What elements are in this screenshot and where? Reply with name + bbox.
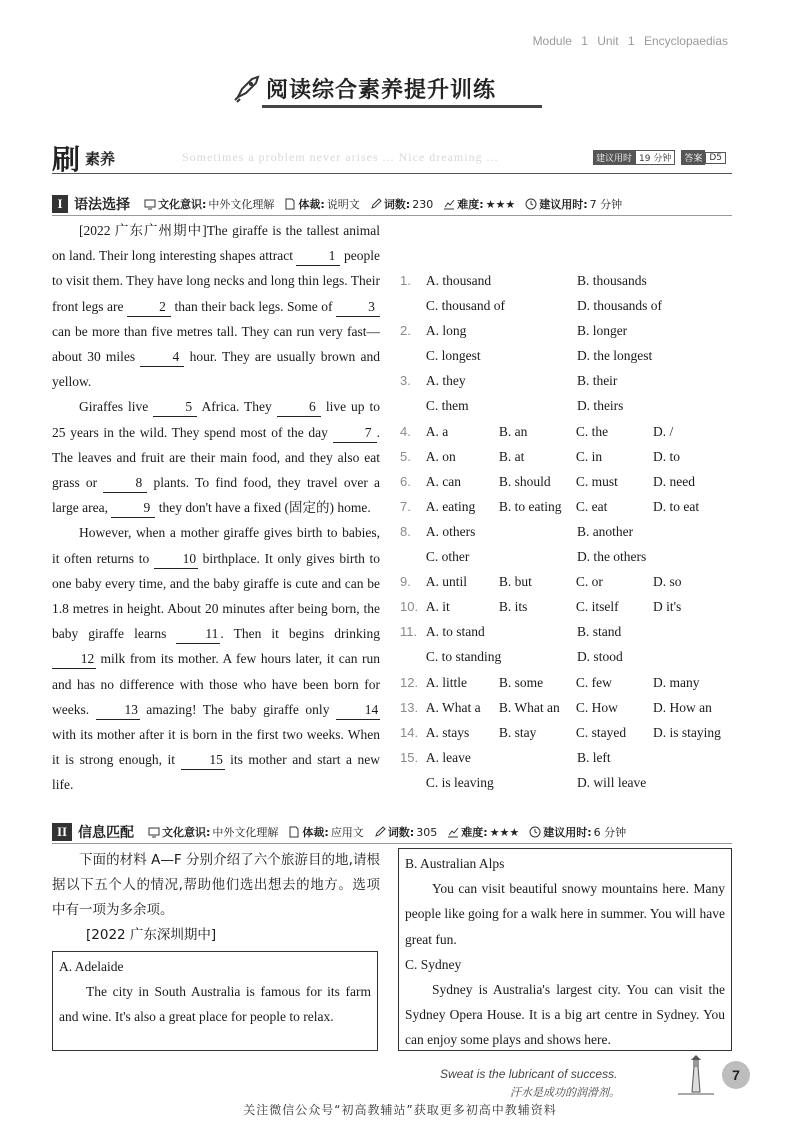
genre-value: 说明文 bbox=[326, 198, 360, 211]
question-5-option[interactable]: D. to bbox=[652, 448, 680, 464]
passage-paragraph-1 bbox=[52, 218, 380, 394]
difficulty-meta bbox=[443, 196, 515, 212]
section1-rule bbox=[52, 215, 732, 216]
question-6-option[interactable]: C. must bbox=[575, 473, 618, 489]
time-meta bbox=[525, 196, 622, 212]
question-number: 7. bbox=[400, 498, 411, 514]
genre-meta bbox=[284, 196, 359, 212]
question-15-line bbox=[400, 770, 732, 795]
blank-1[interactable]: 1 bbox=[296, 247, 340, 266]
section2-instructions: 下面的材料 A—F 分别介绍了六个旅游目的地,请根据以下五个人的情况,帮助他们选出想去的地方。选项中有一项为多余项。 bbox=[52, 852, 380, 918]
question-number: 6. bbox=[400, 473, 411, 489]
question-8-option[interactable]: D. the others bbox=[576, 549, 647, 565]
passage-text: they don't have a fixed (固定的) home. bbox=[158, 500, 371, 516]
difficulty-label: 难度: bbox=[457, 198, 484, 211]
difficulty-stars: ★★★ bbox=[489, 825, 520, 839]
option-box-bc bbox=[398, 848, 732, 1051]
clock-icon bbox=[529, 826, 541, 838]
suggested-time-label: 建议用时 bbox=[593, 150, 635, 165]
question-8-option[interactable]: A. others bbox=[425, 523, 476, 539]
question-number bbox=[400, 293, 422, 318]
banner-meta bbox=[593, 150, 732, 165]
document-icon bbox=[288, 826, 300, 838]
rocket-icon bbox=[232, 73, 262, 103]
option-b-title: B. Australian Alps bbox=[405, 856, 505, 871]
question-2-option[interactable]: B. longer bbox=[576, 323, 628, 339]
question-number: 10. bbox=[400, 599, 419, 615]
question-9-option[interactable]: C. or bbox=[575, 574, 603, 590]
question-7-option[interactable]: B. to eating bbox=[498, 498, 562, 514]
question-4-line bbox=[400, 419, 732, 444]
culture-meta bbox=[144, 196, 274, 212]
blank-7[interactable]: 7 bbox=[333, 424, 377, 443]
words-value: 230 bbox=[412, 197, 434, 211]
chart-icon bbox=[443, 198, 455, 210]
motto-english: Sweat is the lubricant of success. bbox=[440, 1067, 618, 1081]
page-title-text: 阅读综合素养提升训练 bbox=[266, 77, 497, 103]
question-2-line bbox=[400, 343, 732, 368]
question-5-line bbox=[400, 444, 732, 469]
question-8-option[interactable]: C. other bbox=[425, 549, 470, 565]
section2-title: 信息匹配 bbox=[78, 825, 134, 841]
words-label: 词数: bbox=[387, 826, 415, 839]
question-4-option[interactable]: D. / bbox=[652, 423, 674, 439]
question-number: 2. bbox=[400, 323, 411, 339]
question-5-option[interactable]: B. at bbox=[498, 448, 525, 464]
suyang-label: 素养 bbox=[85, 150, 116, 168]
blank-5[interactable]: 5 bbox=[153, 398, 197, 417]
question-12-option[interactable]: B. some bbox=[498, 674, 544, 690]
question-15-option[interactable]: C. is leaving bbox=[425, 774, 494, 790]
section1-header bbox=[52, 194, 732, 214]
question-12-option[interactable]: D. many bbox=[652, 674, 700, 690]
words-value: 305 bbox=[416, 825, 438, 839]
blank-12[interactable]: 12 bbox=[52, 650, 96, 669]
question-1-line bbox=[400, 268, 732, 293]
passage-text: people to visit them. They have long necks and long thin legs. Their front legs are bbox=[52, 248, 381, 314]
question-14-line bbox=[400, 720, 732, 745]
option-box-a bbox=[52, 951, 378, 1051]
question-14-option[interactable]: B. stay bbox=[498, 724, 537, 740]
pencil-icon bbox=[370, 198, 382, 210]
question-number bbox=[400, 343, 422, 368]
question-8-option[interactable]: B. another bbox=[576, 523, 634, 539]
genre-value: 应用文 bbox=[330, 826, 364, 839]
question-11-option[interactable]: C. to standing bbox=[425, 649, 502, 665]
page-number: 7 bbox=[722, 1061, 750, 1089]
question-9-option[interactable]: D. so bbox=[652, 574, 682, 590]
words-label: 词数: bbox=[383, 198, 411, 211]
option-c-text: Sydney is Australia's largest city. You can visit the Sydney Opera House. It is a big art centre in Sydney. You can enjoy some plays and shows here. bbox=[405, 982, 725, 1048]
question-6-line bbox=[400, 469, 732, 494]
question-number: 1. bbox=[400, 273, 411, 288]
passage-text: birthplace. It only gives birth to one baby every time, and the baby giraffe is cute and can be 1.8 metres in height. About 20 minutes after being born, the baby giraffe learns bbox=[52, 550, 381, 642]
question-3-option[interactable]: A. they bbox=[425, 373, 466, 389]
time-meta-2 bbox=[529, 824, 626, 840]
question-10-option[interactable]: B. its bbox=[498, 599, 528, 615]
passage-text: hour. They are usually brown and yellow. bbox=[52, 349, 381, 390]
module-header: Module 1 Unit 1 Encyclopaedias bbox=[532, 34, 728, 48]
shua-label: 刷 bbox=[52, 143, 81, 176]
question-number: 8. bbox=[400, 523, 411, 539]
question-7-option[interactable]: D. to eat bbox=[652, 498, 700, 514]
question-3-line bbox=[400, 393, 732, 418]
question-11-line bbox=[400, 619, 732, 644]
question-1-option[interactable]: A. thousand bbox=[425, 273, 492, 288]
question-5-option[interactable]: C. in bbox=[575, 448, 603, 464]
question-11-line bbox=[400, 644, 732, 669]
page-title bbox=[232, 70, 542, 106]
blank-15[interactable]: 15 bbox=[181, 751, 225, 770]
section1-title: 语法选择 bbox=[74, 197, 130, 213]
option-b-text: You can visit beautiful snowy mountains here. Many people like going for a walk here in summer. You will have great fun. bbox=[405, 881, 725, 947]
passage-text: plants. To find food, they travel over a large area, bbox=[52, 475, 381, 516]
suggested-time-value: 19 分钟 bbox=[635, 150, 675, 165]
question-15-option[interactable]: A. leave bbox=[425, 749, 471, 765]
section2-source: [2022 广东深圳期中] bbox=[86, 927, 217, 943]
chart-icon bbox=[447, 826, 459, 838]
question-15-line bbox=[400, 745, 732, 770]
question-12-option[interactable]: A. little bbox=[425, 674, 467, 690]
question-3-option[interactable]: B. their bbox=[576, 373, 618, 389]
question-number: 13. bbox=[400, 699, 419, 715]
answer-page: D5 bbox=[705, 152, 726, 164]
question-14-option[interactable]: D. is staying bbox=[652, 724, 721, 740]
passage-paragraph-2 bbox=[52, 394, 380, 520]
question-number: 5. bbox=[400, 448, 411, 464]
question-4-option[interactable]: C. the bbox=[575, 423, 609, 439]
document-icon bbox=[284, 198, 296, 210]
question-9-line bbox=[400, 569, 732, 594]
section2-number: II bbox=[52, 823, 72, 841]
lighthouse-icon bbox=[676, 1052, 716, 1096]
question-10-option[interactable]: C. itself bbox=[575, 599, 619, 615]
genre-label: 体裁: bbox=[302, 826, 329, 839]
passage-text: Giraffes live bbox=[79, 399, 149, 415]
question-number: 11. bbox=[400, 624, 418, 640]
question-number: 12. bbox=[400, 674, 419, 690]
question-4-option[interactable]: A. a bbox=[425, 423, 449, 439]
culture-meta-2 bbox=[148, 824, 278, 840]
question-number: 14. bbox=[400, 724, 419, 740]
genre-meta-2 bbox=[288, 824, 363, 840]
question-10-option[interactable]: D it's bbox=[652, 599, 682, 615]
question-10-option[interactable]: A. it bbox=[425, 599, 450, 615]
question-8-line bbox=[400, 519, 732, 544]
question-9-option[interactable]: B. but bbox=[498, 574, 532, 590]
question-13-line bbox=[400, 695, 732, 720]
option-a-title: A. Adelaide bbox=[59, 959, 124, 974]
question-number bbox=[400, 393, 422, 418]
blank-14[interactable]: 14 bbox=[336, 701, 380, 720]
blank-6[interactable]: 6 bbox=[277, 398, 321, 417]
time-label: 建议用时: bbox=[543, 826, 592, 839]
question-11-option[interactable]: D. stood bbox=[576, 649, 623, 665]
question-14-option[interactable]: C. stayed bbox=[575, 724, 627, 740]
question-number bbox=[400, 544, 422, 569]
question-13-option[interactable]: A. What a bbox=[425, 699, 481, 715]
passage-text: . The leaves and fruit are their main food, and they also eat grass or bbox=[52, 424, 381, 491]
question-6-option[interactable]: A. can bbox=[425, 473, 461, 489]
question-3-line bbox=[400, 368, 732, 393]
faded-background-text: Sometimes a problem never arises ... Nice dreaming ... bbox=[182, 150, 499, 164]
question-number: 15. bbox=[400, 749, 419, 765]
question-3-option[interactable]: D. theirs bbox=[576, 398, 624, 414]
monitor-icon bbox=[148, 826, 160, 838]
question-7-option[interactable]: A. eating bbox=[425, 498, 476, 514]
question-7-option[interactable]: C. eat bbox=[575, 498, 608, 514]
difficulty-meta-2 bbox=[447, 824, 519, 840]
question-14-option[interactable]: A. stays bbox=[425, 724, 470, 740]
blank-4[interactable]: 4 bbox=[140, 348, 184, 367]
blank-2[interactable]: 2 bbox=[127, 298, 171, 317]
culture-value: 中外文化理解 bbox=[208, 198, 275, 211]
genre-label: 体裁: bbox=[298, 198, 325, 211]
question-6-option[interactable]: B. should bbox=[498, 473, 551, 489]
section2-header bbox=[52, 822, 732, 842]
section2-rule bbox=[52, 843, 732, 844]
blank-8[interactable]: 8 bbox=[103, 474, 147, 493]
time-value: 7 分钟 bbox=[589, 198, 623, 211]
option-c-title: C. Sydney bbox=[405, 956, 462, 972]
passage-text: with its mother after it is born in the first two weeks. When it is strong enough, it bbox=[52, 727, 380, 768]
question-1-option[interactable]: D. thousands of bbox=[576, 298, 663, 314]
question-number: 4. bbox=[400, 423, 411, 439]
answer-label: 答案 bbox=[681, 150, 705, 165]
difficulty-stars: ★★★ bbox=[485, 197, 516, 211]
suyang-banner bbox=[52, 138, 732, 174]
question-2-option[interactable]: D. the longest bbox=[576, 348, 653, 364]
question-13-option[interactable]: C. How bbox=[575, 699, 618, 715]
section1-number: I bbox=[52, 195, 68, 213]
blank-9[interactable]: 9 bbox=[111, 499, 155, 518]
question-list bbox=[400, 268, 732, 795]
question-9-option[interactable]: A. until bbox=[425, 574, 467, 590]
time-label: 建议用时: bbox=[539, 198, 588, 211]
question-12-line bbox=[400, 670, 732, 695]
question-4-option[interactable]: B. an bbox=[498, 423, 528, 439]
words-meta-2 bbox=[374, 824, 437, 840]
question-3-option[interactable]: C. them bbox=[425, 398, 469, 414]
passage-text: its mother and start a new life. bbox=[52, 752, 381, 793]
passage-text: than their back legs. Some of bbox=[174, 298, 333, 314]
blank-11[interactable]: 11 bbox=[176, 625, 220, 644]
difficulty-label: 难度: bbox=[461, 826, 488, 839]
question-6-option[interactable]: D. need bbox=[652, 473, 695, 489]
question-7-line bbox=[400, 494, 732, 519]
culture-label: 文化意识: bbox=[158, 198, 207, 211]
question-11-option[interactable]: A. to stand bbox=[425, 624, 485, 640]
bottom-promo-note: 关注微信公众号“初高教辅站”获取更多初高中教辅资料 bbox=[243, 1103, 557, 1117]
blank-3[interactable]: 3 bbox=[336, 298, 380, 317]
question-5-option[interactable]: A. on bbox=[425, 448, 456, 464]
passage-text: amazing! The baby giraffe only bbox=[146, 701, 330, 717]
time-value: 6 分钟 bbox=[593, 826, 627, 839]
words-meta bbox=[370, 196, 433, 212]
culture-label: 文化意识: bbox=[162, 826, 211, 839]
passage-text: The giraffe is the tallest animal on land. Their long interesting shapes attract bbox=[52, 223, 380, 264]
question-11-option[interactable]: B. stand bbox=[576, 624, 622, 640]
question-13-option[interactable]: D. How an bbox=[652, 699, 712, 715]
question-1-line bbox=[400, 293, 732, 318]
blank-13[interactable]: 13 bbox=[96, 701, 140, 720]
passage-paragraph-3 bbox=[52, 520, 380, 797]
question-13-option[interactable]: B. What an bbox=[498, 699, 560, 715]
question-2-line bbox=[400, 318, 732, 343]
question-number bbox=[400, 770, 422, 795]
question-number: 3. bbox=[400, 373, 411, 389]
question-15-option[interactable]: D. will leave bbox=[576, 774, 647, 790]
question-8-line bbox=[400, 544, 732, 569]
question-1-option[interactable]: B. thousands bbox=[576, 273, 647, 288]
passage-text: . Then it begins drinking bbox=[220, 626, 380, 642]
culture-value: 中外文化理解 bbox=[212, 826, 279, 839]
passage-text: live up to 25 years in the wild. They spend most of the day bbox=[52, 399, 381, 440]
passage-text: milk from its mother. A few hours later, it can run and has no difference with those who have been born for weeks. bbox=[52, 651, 380, 717]
motto-chinese: 汗水是成功的润滑剂。 bbox=[510, 1086, 620, 1099]
option-a-text: The city in South Australia is famous for its farm and wine. It's also a great place for people to relax. bbox=[59, 984, 371, 1025]
question-2-option[interactable]: C. longest bbox=[425, 348, 481, 364]
question-12-option[interactable]: C. few bbox=[575, 674, 612, 690]
clock-icon bbox=[525, 198, 537, 210]
passage-left bbox=[52, 218, 380, 798]
question-1-option[interactable]: C. thousand of bbox=[425, 298, 505, 314]
passage-text: Africa. They bbox=[201, 399, 272, 415]
question-2-option[interactable]: A. long bbox=[425, 323, 467, 339]
question-number bbox=[400, 644, 422, 669]
pencil-icon bbox=[374, 826, 386, 838]
passage-text: can be more than five metres tall. They can run very fast—about 30 miles bbox=[52, 323, 380, 365]
question-10-line bbox=[400, 594, 732, 619]
monitor-icon bbox=[144, 198, 156, 210]
question-15-option[interactable]: B. left bbox=[576, 749, 611, 765]
blank-10[interactable]: 10 bbox=[154, 550, 198, 569]
question-number: 9. bbox=[400, 574, 411, 590]
passage-source: [2022 广东广州期中] bbox=[79, 223, 207, 238]
title-underline bbox=[262, 105, 542, 108]
passage-text: However, when a mother giraffe gives birth to babies, it often returns to bbox=[52, 525, 380, 566]
